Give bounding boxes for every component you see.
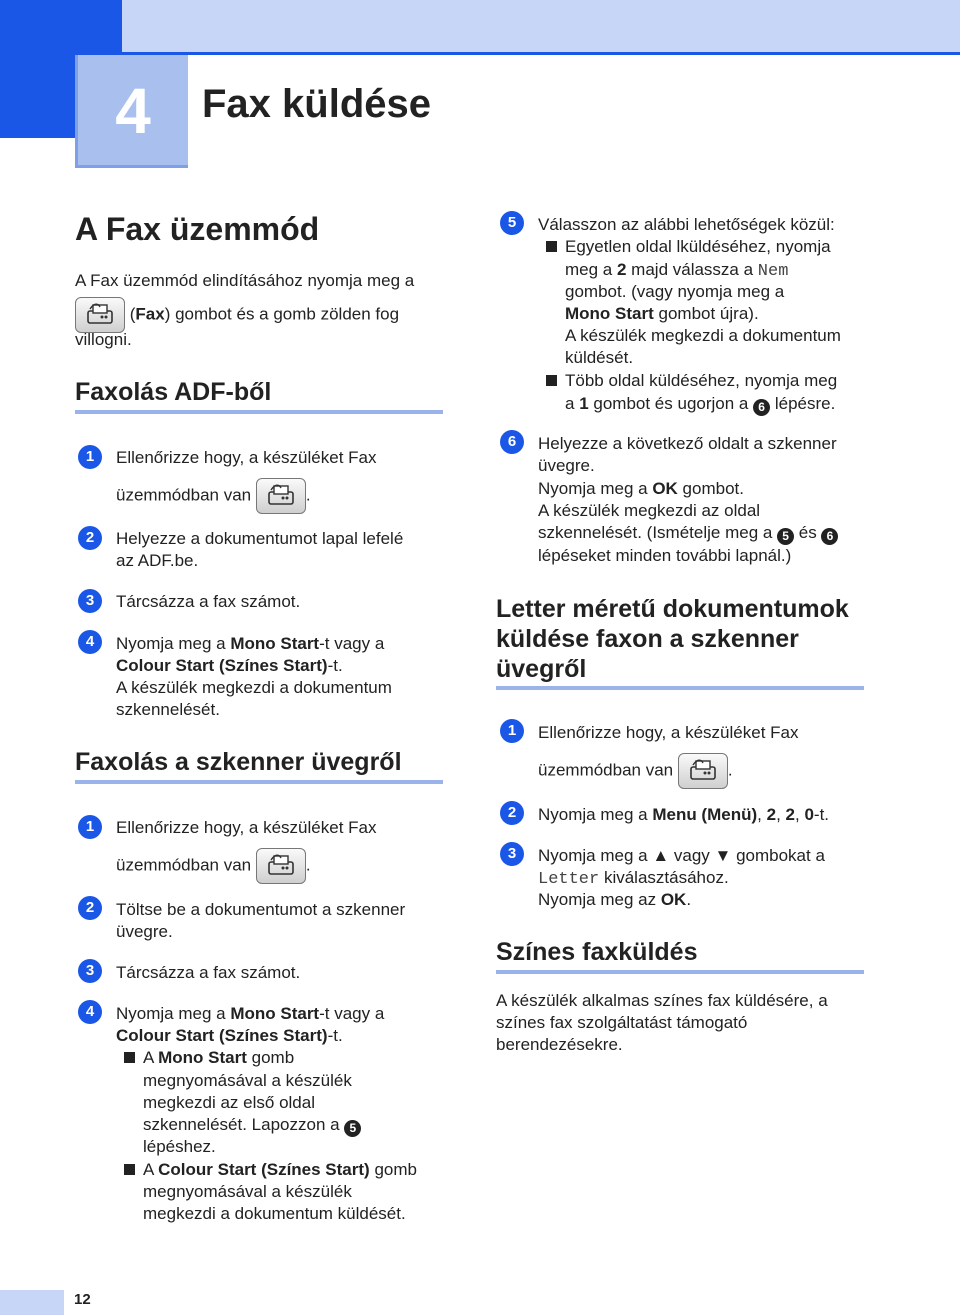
- fax-button-icon: [75, 297, 125, 333]
- step-marker: 1: [78, 445, 102, 469]
- page-number: 12: [74, 1291, 91, 1308]
- glass-bullet1-line1: A Mono Start gomb: [124, 1047, 294, 1069]
- glass-step3-line1: Tárcsázza a fax számot.: [116, 963, 301, 982]
- adf-step3-line1: Tárcsázza a fax számot.: [116, 592, 301, 611]
- section-rule: [75, 410, 443, 414]
- up-arrow-icon: ▲: [652, 846, 670, 865]
- adf-step2-line1: Helyezze a dokumentumot lapal lefelé: [116, 529, 404, 548]
- step6-line6: lépéseket minden további lapnál.): [538, 546, 792, 565]
- section-rule: [496, 686, 864, 690]
- header-band: [122, 0, 960, 52]
- section-rule: [496, 970, 864, 974]
- square-bullet-icon: [546, 375, 557, 386]
- step-marker: 3: [500, 842, 524, 866]
- step6-line2: üvegre.: [538, 456, 595, 475]
- square-bullet-icon: [124, 1052, 135, 1063]
- step-marker: 2: [500, 801, 524, 825]
- heading-color-fax: Színes faxküldés: [496, 938, 698, 966]
- step-ref: 5: [344, 1120, 361, 1137]
- glass-bullet2-line1: A Colour Start (Színes Start) gomb: [124, 1159, 417, 1181]
- down-arrow-icon: ▼: [714, 846, 732, 865]
- adf-step4-line3: A készülék megkezdi a dokumentum: [116, 678, 392, 697]
- step5-bullet1-line1: Egyetlen oldal lküldéséhez, nyomja: [546, 236, 831, 258]
- fax-button-icon: [256, 478, 306, 514]
- fax-button-icon: [678, 753, 728, 789]
- letter-step3-line2: Letter kiválasztásához.: [538, 868, 729, 889]
- step-marker: 6: [500, 430, 524, 454]
- glass-bullet1-line3: megkezdi az első oldal: [143, 1093, 315, 1112]
- step-marker: 3: [78, 959, 102, 983]
- adf-step4-line4: szkennelését.: [116, 700, 220, 719]
- adf-step1-line2: üzemmódban van .: [116, 478, 311, 514]
- fax-mode-line2: (Fax) gombot és a gomb zölden fog: [75, 297, 399, 333]
- step-marker: 2: [78, 896, 102, 920]
- fax-mode-line1: A Fax üzemmód elindításához nyomja meg a: [75, 271, 415, 290]
- step-marker: 4: [78, 1000, 102, 1024]
- letter-step1-line2: üzemmódban van .: [538, 753, 733, 789]
- heading-fax-mode: A Fax üzemmód: [75, 211, 320, 247]
- step5-bullet2-line2: a 1 gombot és ugorjon a 6 lépésre.: [565, 394, 836, 414]
- step5-line1: Válasszon az alábbi lehetőségek közül:: [538, 215, 835, 234]
- heading-letter-line2: küldése faxon a szkenner: [496, 625, 799, 653]
- glass-bullet2-line2: megnyomásával a készülék: [143, 1182, 352, 1201]
- glass-step4-line1: Nyomja meg a Mono Start-t vagy a: [116, 1004, 385, 1023]
- step-marker: 1: [78, 815, 102, 839]
- letter-step2-line1: Nyomja meg a Menu (Menü), 2, 2, 0-t.: [538, 805, 830, 824]
- footer-band: [0, 1290, 64, 1315]
- square-bullet-icon: [124, 1164, 135, 1175]
- step5-bullet1-line3: gombot. (vagy nyomja meg a: [565, 282, 785, 301]
- color-fax-line1: A készülék alkalmas színes fax küldésére, a: [496, 991, 828, 1010]
- section-rule: [75, 780, 443, 784]
- step6-line4: A készülék megkezdi az oldal: [538, 501, 761, 520]
- fax-button-icon: [256, 848, 306, 884]
- chapter-title: Fax küldése: [202, 82, 432, 126]
- glass-step2-line1: Töltse be a dokumentumot a szkenner: [116, 900, 406, 919]
- glass-bullet1-line4: szkennelését. Lapozzon a 5: [143, 1114, 361, 1137]
- step-marker: 5: [500, 211, 524, 235]
- step6-line5: szkennelését. (Ismételje meg a 5 és 6: [538, 522, 838, 545]
- step6-line3: Nyomja meg a OK gombot.: [538, 479, 744, 498]
- square-bullet-icon: [546, 241, 557, 252]
- heading-letter-line3: üvegről: [496, 655, 587, 683]
- fax-mode-line3: villogni.: [75, 330, 132, 349]
- step5-bullet1-line6: küldését.: [565, 348, 634, 367]
- step-marker: 3: [78, 589, 102, 613]
- chapter-number: 4: [75, 55, 188, 168]
- adf-step4-line2: Colour Start (Színes Start)-t.: [116, 656, 343, 675]
- heading-adf: Faxolás ADF-ből: [75, 378, 272, 406]
- adf-step2-line2: az ADF.be.: [116, 551, 199, 570]
- glass-step4-line2: Colour Start (Színes Start)-t.: [116, 1026, 343, 1045]
- step5-bullet2-line1: Több oldal küldéséhez, nyomja meg: [546, 370, 837, 392]
- letter-step3-line1: Nyomja meg a ▲ vagy ▼ gombokat a: [538, 846, 825, 865]
- step-ref: 6: [821, 528, 838, 545]
- color-fax-line3: berendezésekre.: [496, 1035, 623, 1054]
- glass-step1-line2: üzemmódban van .: [116, 848, 311, 884]
- color-fax-line2: színes fax szolgáltatást támogató: [496, 1013, 748, 1032]
- glass-bullet1-line2: megnyomásával a készülék: [143, 1071, 352, 1090]
- glass-step2-line2: üvegre.: [116, 922, 173, 941]
- glass-step1-line1: Ellenőrizze hogy, a készüléket Fax: [116, 818, 377, 837]
- adf-step4-line1: Nyomja meg a Mono Start-t vagy a: [116, 634, 385, 653]
- letter-step3-line3: Nyomja meg az OK.: [538, 890, 692, 909]
- step-marker: 1: [500, 719, 524, 743]
- header-rule: [122, 52, 960, 55]
- heading-glass: Faxolás a szkenner üvegről: [75, 748, 402, 776]
- glass-bullet1-line5: lépéshez.: [143, 1137, 216, 1156]
- heading-letter-line1: Letter méretű dokumentumok: [496, 595, 849, 623]
- letter-step1-line1: Ellenőrizze hogy, a készüléket Fax: [538, 723, 799, 742]
- step-marker: 2: [78, 526, 102, 550]
- step-marker: 4: [78, 630, 102, 654]
- step6-line1: Helyezze a következő oldalt a szkenner: [538, 434, 837, 453]
- step5-bullet1-line2: meg a 2 majd válassza a Nem: [565, 260, 789, 281]
- glass-bullet2-line3: megkezdi a dokumentum küldését.: [143, 1204, 406, 1223]
- step-ref: 6: [753, 399, 770, 416]
- step-ref: 5: [777, 528, 794, 545]
- step5-bullet1-line5: A készülék megkezdi a dokumentum: [565, 326, 841, 345]
- step5-bullet1-line4: Mono Start gombot újra).: [565, 304, 759, 323]
- adf-step1-line1: Ellenőrizze hogy, a készüléket Fax: [116, 448, 377, 467]
